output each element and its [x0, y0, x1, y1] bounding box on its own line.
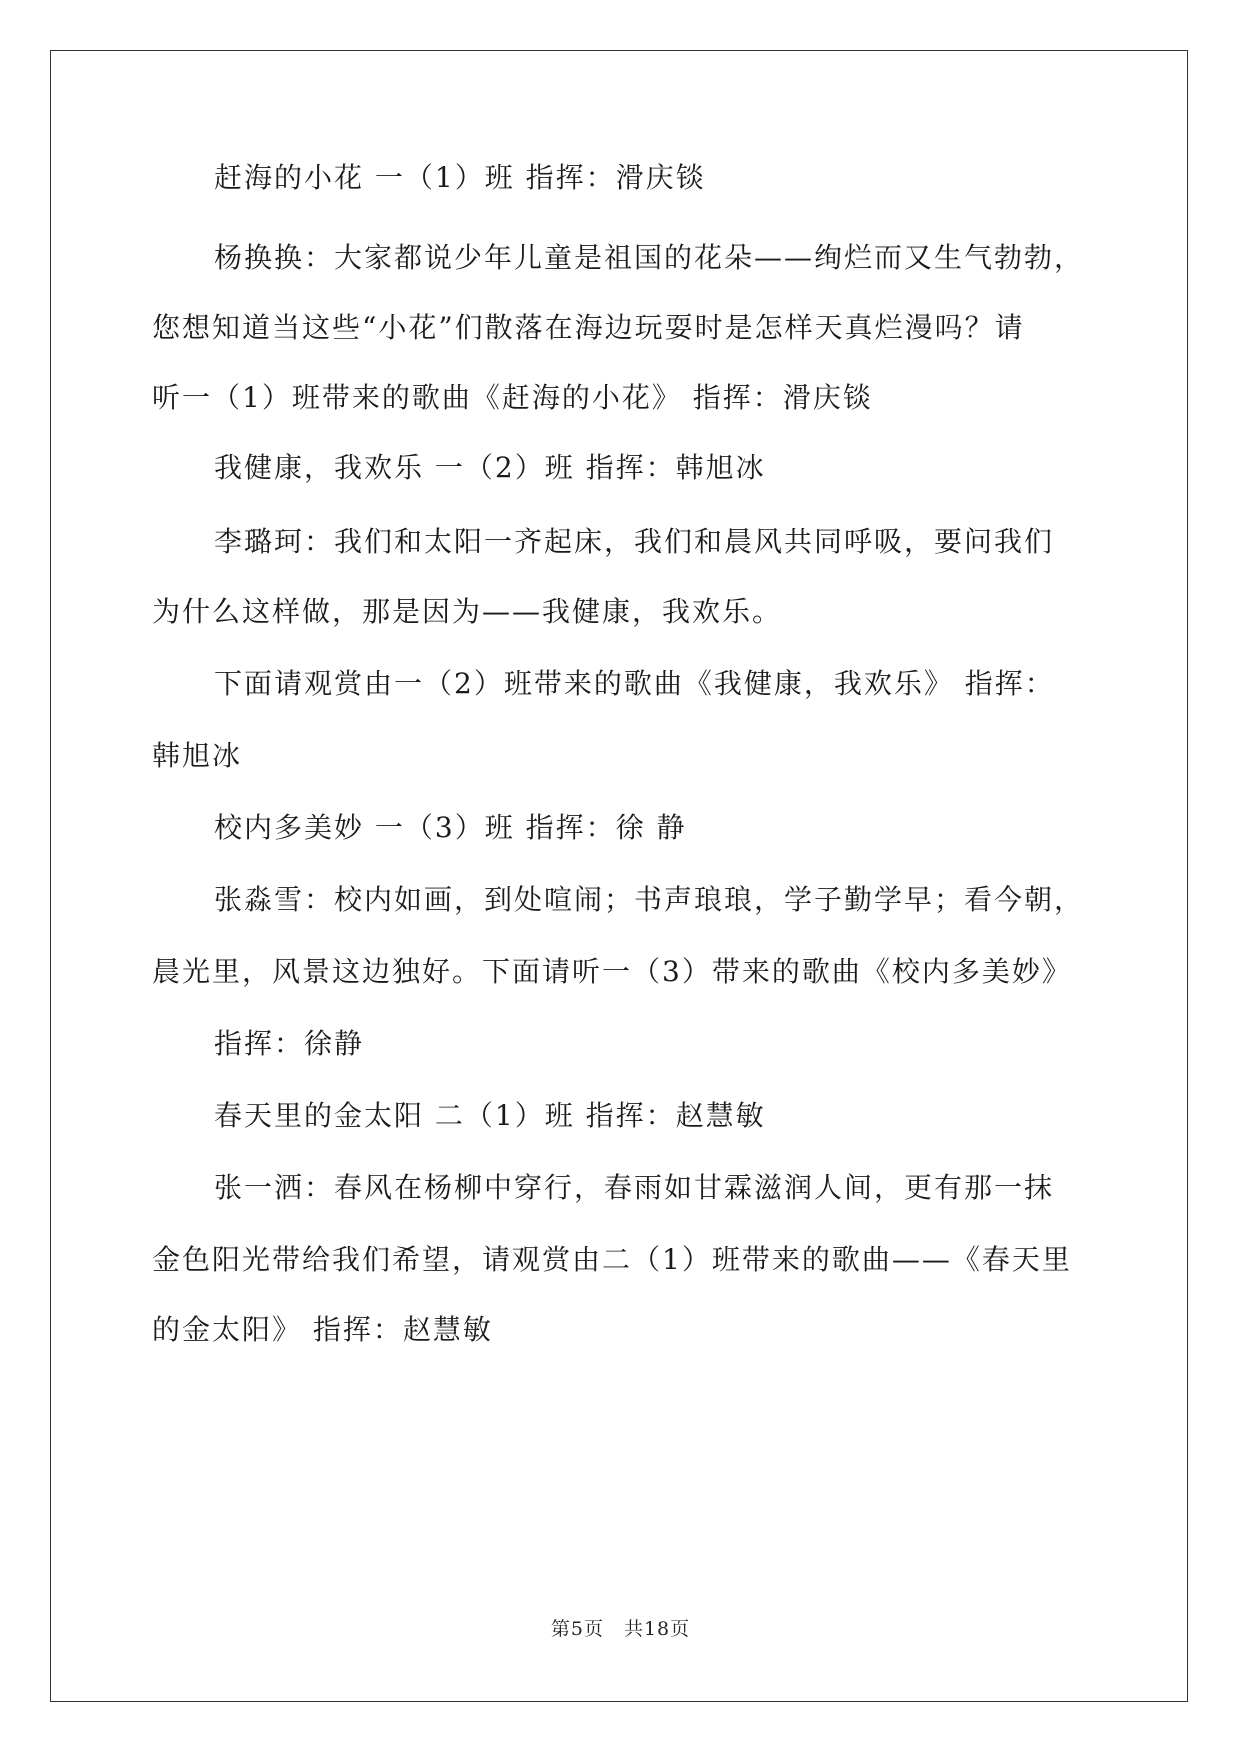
paragraph-line: 张一洒：春风在杨柳中穿行，春雨如甘霖滋润人间，更有那一抹 — [214, 1171, 1055, 1204]
paragraph-line: 韩旭冰 — [152, 739, 243, 772]
paragraph-line: 晨光里，风景这边独好。下面请听一（3）带来的歌曲《校内多美妙》 — [152, 955, 1072, 988]
paragraph-line: 为什么这样做，那是因为——我健康，我欢乐。 — [152, 595, 783, 628]
paragraph-line: 的金太阳》 指挥：赵慧敏 — [152, 1313, 493, 1346]
paragraph-line: 金色阳光带给我们希望，请观赏由二（1）班带来的歌曲——《春天里 — [152, 1243, 1072, 1276]
paragraph-line: 杨换换：大家都说少年儿童是祖国的花朵——绚烂而又生气勃勃， — [214, 241, 1085, 274]
paragraph-line: 您想知道当这些“小花”们散落在海边玩耍时是怎样天真烂漫吗？请 — [152, 311, 1025, 344]
paragraph-line: 指挥：徐静 — [214, 1027, 365, 1060]
program-title-4: 春天里的金太阳 二（1）班 指挥：赵慧敏 — [214, 1099, 766, 1132]
page-number-footer: 第5页 共18页 — [550, 1618, 691, 1640]
program-title-1: 赶海的小花 一（1）班 指挥：滑庆锬 — [214, 161, 706, 194]
paragraph-line: 李璐珂：我们和太阳一齐起床，我们和晨风共同呼吸，要问我们 — [214, 525, 1055, 558]
program-title-2: 我健康，我欢乐 一（2）班 指挥：韩旭冰 — [214, 451, 766, 484]
page-border — [50, 50, 1188, 1702]
paragraph-line: 下面请观赏由一（2）班带来的歌曲《我健康，我欢乐》 指挥： — [214, 667, 1055, 700]
paragraph-line: 听一（1）班带来的歌曲《赶海的小花》 指挥：滑庆锬 — [152, 381, 873, 414]
program-title-3: 校内多美妙 一（3）班 指挥：徐 静 — [214, 811, 687, 844]
paragraph-line: 张淼雪：校内如画，到处喧闹；书声琅琅，学子勤学早；看今朝， — [214, 883, 1085, 916]
